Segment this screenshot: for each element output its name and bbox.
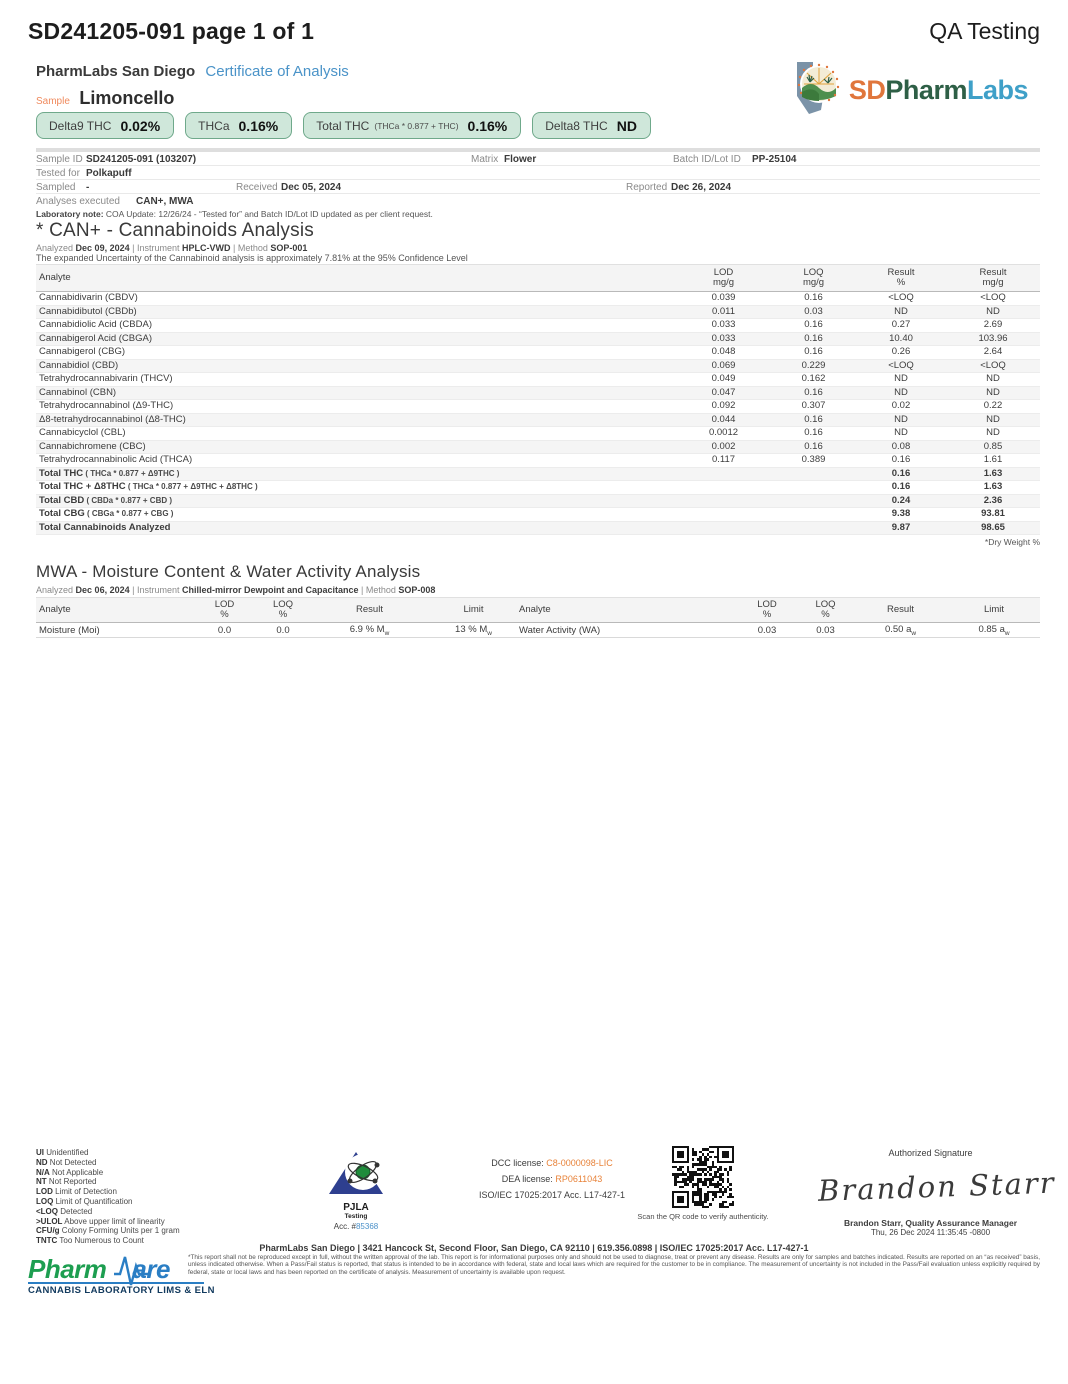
table-cell: 2.36 xyxy=(946,494,1040,508)
table-cell: <LOQ xyxy=(946,292,1040,306)
table-cell: 93.81 xyxy=(946,508,1040,522)
analyte-row xyxy=(36,386,1040,400)
table-cell: 0.117 xyxy=(676,454,771,468)
water-activity-loq: 0.03 xyxy=(798,623,853,638)
col-result: Result xyxy=(308,598,431,623)
sampled-value: - xyxy=(86,182,90,193)
report-disclaimer: *This report shall not be reproduced except in full, without the written approval of the lab. This report is for informational purposes only and should not be used to diagnose, treat or prevent any disease. Results are only for samples and batches indicated. Results are reported on an “as received” basis, unless indicated otherwise. When a Pass/Fail status is reported, that status is intended to be in accordance with federal, state and local laws which are required for the customer to be in compliance. The measurement of uncertainty is not included in the Pass/Fail evaluation unless explicitly required by federal, state or local laws and has been reported on the certificate of analysis. Measurement of uncertainty is available upon request. xyxy=(188,1254,1040,1276)
signature-block xyxy=(817,1148,1057,1237)
legend-item: LOQ Limit of Quantification xyxy=(36,1196,133,1206)
table-cell xyxy=(676,494,771,508)
water-activity-result: 0.50 $a_w$ xyxy=(853,623,948,638)
table-cell: 1.63 xyxy=(946,467,1040,481)
mwa-table-header xyxy=(36,598,1040,623)
signer-name-title: Brandon Starr, Quality Assurance Manager xyxy=(843,1218,1018,1228)
table-cell xyxy=(771,481,856,495)
table-cell: 0.16 xyxy=(771,427,856,441)
dcc-license-label: DCC license: xyxy=(491,1158,544,1168)
table-cell: 0.26 xyxy=(856,346,946,360)
col-analyte: Analyte xyxy=(36,265,676,292)
matrix-label: Matrix xyxy=(471,154,499,165)
table-cell: 0.16 xyxy=(771,386,856,400)
table-cell: 0.16 xyxy=(771,292,856,306)
abbreviation-legend xyxy=(36,1148,180,1246)
table-cell xyxy=(676,521,771,535)
legend-item: CFU/g Colony Forming Units per 1 gram xyxy=(36,1226,180,1236)
badge-total-thc: Total THC (THCa * 0.877 + THC) 0.16% xyxy=(303,112,521,139)
table-cell: 10.40 xyxy=(856,332,946,346)
analyses-label: Analyses executed xyxy=(36,196,120,207)
moisture-lod: 0.0 xyxy=(191,623,258,638)
legend-item: TNTC Too Numerous to Count xyxy=(36,1236,144,1246)
table-cell: ND xyxy=(946,373,1040,387)
col-lod: LOD % xyxy=(191,598,258,623)
table-cell: 0.22 xyxy=(946,400,1040,414)
table-cell xyxy=(771,508,856,522)
pjla-logo-icon xyxy=(325,1183,387,1200)
table-cell: Cannabichromene (CBC) xyxy=(36,440,676,454)
table-cell: 0.08 xyxy=(856,440,946,454)
received-value: Dec 05, 2024 xyxy=(281,182,342,193)
table-cell: 0.16 xyxy=(771,346,856,360)
table-cell xyxy=(676,508,771,522)
doc-type-label: Certificate of Analysis xyxy=(205,63,349,80)
legend-item: LOD Limit of Detection xyxy=(36,1187,117,1197)
table-cell: Tetrahydrocannabinolic Acid (THCA) xyxy=(36,454,676,468)
table-cell: 0.033 xyxy=(676,332,771,346)
iso-accreditation: ISO/IEC 17025:2017 Acc. L17-427-1 xyxy=(478,1190,626,1200)
dea-license-label: DEA license: xyxy=(501,1174,553,1184)
laboratory-note-label: Laboratory note: xyxy=(36,209,104,219)
cannabinoids-section-title: * CAN+ - Cannabinoids Analysis xyxy=(36,220,314,241)
sample-label: Sample xyxy=(36,96,70,107)
legend-item: UI Unidentified xyxy=(36,1148,89,1157)
table-cell: 9.87 xyxy=(856,521,946,535)
table-cell: 0.16 xyxy=(771,440,856,454)
table-cell: Cannabigerol (CBG) xyxy=(36,346,676,360)
legend-item: NT Not Reported xyxy=(36,1177,97,1187)
table-cell: Cannabicyclol (CBL) xyxy=(36,427,676,441)
table-cell: 0.162 xyxy=(771,373,856,387)
table-cell: 1.61 xyxy=(946,454,1040,468)
table-cell: Cannabinol (CBN) xyxy=(36,386,676,400)
legend-item: >ULOL Above upper limit of linearity xyxy=(36,1216,165,1226)
table-cell: Total THC + Δ8THC ( THCa * 0.877 + Δ9THC + Δ8THC ) xyxy=(36,481,676,495)
col-loq: LOQ mg/g xyxy=(771,265,856,292)
sample-id-value: SD241205-091 (103207) xyxy=(86,154,197,165)
pulse-icon xyxy=(114,1254,148,1292)
moisture-name: Moisture (Moi) xyxy=(36,623,191,638)
sampled-label: Sampled xyxy=(36,182,76,193)
moisture-result: 6.9 % $M_w$ xyxy=(308,623,431,638)
col-limit: Limit xyxy=(431,598,516,623)
analyte-row xyxy=(36,373,1040,387)
table-cell: 0.16 xyxy=(771,319,856,333)
reported-value: Dec 26, 2024 xyxy=(671,182,732,193)
pharmware-tagline: CANNABIS LABORATORY LIMS & ELN xyxy=(28,1285,215,1296)
laboratory-note-text: COA Update: 12/26/24 - “Tested for” and Batch ID/Lot ID updated as per client request. xyxy=(105,209,433,219)
received-label: Received xyxy=(236,182,278,193)
table-cell: ND xyxy=(856,427,946,441)
sample-info-row-1 xyxy=(36,152,1040,166)
sdpharmlabs-logo xyxy=(783,58,1028,123)
analyte-row xyxy=(36,332,1040,346)
mwa-table xyxy=(36,597,1040,638)
table-cell: 0.03 xyxy=(771,305,856,319)
table-cell: 0.16 xyxy=(856,481,946,495)
batch-label: Batch ID/Lot ID xyxy=(673,154,741,165)
lab-address-line: PharmLabs San Diego | 3421 Hancock St, Second Floor, San Diego, CA 92110 | 619.356.0898 | ISO/IEC 17025:2017 Acc. L17-427-1 xyxy=(259,1243,809,1253)
pharmware-logo xyxy=(28,1256,228,1296)
sample-line xyxy=(36,88,174,109)
table-cell: 0.069 xyxy=(676,359,771,373)
cannabinoid-rows xyxy=(36,292,1040,535)
table-cell: ND xyxy=(946,413,1040,427)
table-cell: 0.229 xyxy=(771,359,856,373)
table-cell: 0.048 xyxy=(676,346,771,360)
table-cell: 0.002 xyxy=(676,440,771,454)
mwa-analyzed-line: Analyzed Dec 06, 2024 | Instrument Chilled-mirror Dewpoint and Capacitance | Method SOP-008 xyxy=(36,585,436,595)
table-cell: 0.16 xyxy=(856,454,946,468)
table-cell: Total CBG ( CBGa * 0.877 + CBG ) xyxy=(36,508,676,522)
pjla-sub: Testing xyxy=(344,1213,368,1220)
col-loq: LOQ % xyxy=(258,598,308,623)
cannabinoids-table-header xyxy=(36,265,1040,292)
lab-title-line xyxy=(36,63,349,80)
sample-name: Limoncello xyxy=(79,88,175,108)
batch-value: PP-25104 xyxy=(752,154,797,165)
table-cell xyxy=(676,481,771,495)
legend-item: ND Not Detected xyxy=(36,1157,97,1167)
table-cell: 0.16 xyxy=(856,467,946,481)
analyte-row xyxy=(36,400,1040,414)
table-cell: 0.044 xyxy=(676,413,771,427)
legend-item: N/A Not Applicable xyxy=(36,1167,104,1177)
table-cell: ND xyxy=(856,373,946,387)
pjla-accreditation-number: Acc. #85368 xyxy=(333,1222,379,1231)
table-cell: Cannabidiol (CBD) xyxy=(36,359,676,373)
table-cell: ND xyxy=(946,386,1040,400)
water-activity-limit: 0.85 $a_w$ xyxy=(948,623,1040,638)
table-cell: Cannabidiolic Acid (CBDA) xyxy=(36,319,676,333)
uncertainty-note: The expanded Uncertainty of the Cannabinoid analysis is approximately 7.81% at the 95% Confidence Level xyxy=(36,253,468,263)
sdpharmlabs-logo-icon xyxy=(783,58,845,123)
qr-code xyxy=(672,1146,734,1208)
table-cell: Total THC ( THCa * 0.877 + Δ9THC ) xyxy=(36,467,676,481)
table-cell: ND xyxy=(946,427,1040,441)
total-row xyxy=(36,508,1040,522)
analyte-row xyxy=(36,454,1040,468)
total-row xyxy=(36,494,1040,508)
dcc-license-number: C8-0000098-LIC xyxy=(546,1158,613,1168)
sample-info-row-4 xyxy=(36,194,1040,208)
badge-delta9-thc: Delta9 THC 0.02% xyxy=(36,112,174,139)
table-cell: 0.0012 xyxy=(676,427,771,441)
table-cell: ND xyxy=(856,413,946,427)
analyte-row xyxy=(36,305,1040,319)
table-cell: Cannabigerol Acid (CBGA) xyxy=(36,332,676,346)
qa-testing-label: QA Testing xyxy=(929,18,1040,44)
legend-item: <LOQ Detected xyxy=(36,1206,93,1216)
analyte-row xyxy=(36,427,1040,441)
sdpharmlabs-wordmark: SDPharmLabs xyxy=(848,75,1028,105)
analyte-row xyxy=(36,440,1040,454)
table-cell: Δ8-tetrahydrocannabinol (Δ8-THC) xyxy=(36,413,676,427)
lab-name: PharmLabs San Diego xyxy=(36,63,196,80)
table-cell xyxy=(771,521,856,535)
table-cell: <LOQ xyxy=(856,359,946,373)
table-cell: 0.049 xyxy=(676,373,771,387)
table-cell: Cannabidibutol (CBDb) xyxy=(36,305,676,319)
sample-info-row-3 xyxy=(36,180,1040,194)
badge-thca: THCa 0.16% xyxy=(185,112,292,139)
col-result-2: Result xyxy=(853,598,948,623)
table-cell: <LOQ xyxy=(946,359,1040,373)
cannabinoids-table xyxy=(36,264,1040,535)
authorized-signature-label: Authorized Signature xyxy=(888,1148,973,1158)
table-cell: 0.011 xyxy=(676,305,771,319)
table-cell: 0.092 xyxy=(676,400,771,414)
table-cell: ND xyxy=(856,386,946,400)
qr-module xyxy=(732,1206,734,1208)
laboratory-note xyxy=(36,209,433,219)
sample-id-label: Sample ID xyxy=(36,154,83,165)
sample-info-row-2 xyxy=(36,166,1040,180)
table-cell: Cannabidivarin (CBDV) xyxy=(36,292,676,306)
sample-info xyxy=(36,148,1040,208)
table-cell: 2.64 xyxy=(946,346,1040,360)
cannabinoids-analyzed-line: Analyzed Dec 09, 2024 | Instrument HPLC-VWD | Method SOP-001 xyxy=(36,243,308,253)
analyses-value: CAN+, MWA xyxy=(136,196,194,207)
table-cell: 0.27 xyxy=(856,319,946,333)
col-result-mg: Result mg/g xyxy=(946,265,1040,292)
table-cell: 0.24 xyxy=(856,494,946,508)
table-cell: 2.69 xyxy=(946,319,1040,333)
table-cell: Total Cannabinoids Analyzed xyxy=(36,521,676,535)
total-row xyxy=(36,521,1040,535)
table-cell: 0.16 xyxy=(771,413,856,427)
thc-badges xyxy=(36,112,651,139)
tested-for-label: Tested for xyxy=(36,168,80,179)
matrix-value: Flower xyxy=(504,154,537,165)
table-cell: 0.16 xyxy=(771,332,856,346)
qr-caption: Scan the QR code to verify authenticity. xyxy=(637,1212,769,1221)
table-cell: 103.96 xyxy=(946,332,1040,346)
signature-timestamp: Thu, 26 Dec 2024 11:35:45 -0800 xyxy=(870,1228,991,1237)
moisture-loq: 0.0 xyxy=(258,623,308,638)
reported-label: Reported xyxy=(626,182,668,193)
table-cell: 0.047 xyxy=(676,386,771,400)
mwa-section-title: MWA - Moisture Content & Water Activity Analysis xyxy=(36,562,421,581)
col-limit-2: Limit xyxy=(948,598,1040,623)
table-cell: 0.02 xyxy=(856,400,946,414)
col-analyte-2: Analyte xyxy=(516,598,736,623)
analyte-row xyxy=(36,292,1040,306)
table-cell: 0.389 xyxy=(771,454,856,468)
analyte-row xyxy=(36,346,1040,360)
table-cell: Total CBD ( CBDa * 0.877 + CBD ) xyxy=(36,494,676,508)
col-lod: LOD mg/g xyxy=(676,265,771,292)
water-activity-name: Water Activity (WA) xyxy=(516,623,736,638)
total-row xyxy=(36,467,1040,481)
dea-license-number: RP0611043 xyxy=(555,1174,603,1184)
water-activity-lod: 0.03 xyxy=(736,623,798,638)
table-cell xyxy=(771,494,856,508)
table-cell: Tetrahydrocannabinol (Δ9-THC) xyxy=(36,400,676,414)
pjla-name: PJLA xyxy=(343,1202,369,1213)
page-title: SD241205-091 page 1 of 1 xyxy=(28,18,315,44)
col-analyte: Analyte xyxy=(36,598,191,623)
analyte-row xyxy=(36,413,1040,427)
table-cell xyxy=(676,467,771,481)
badge-delta8-thc: Delta8 THC ND xyxy=(532,112,651,139)
table-cell: 98.65 xyxy=(946,521,1040,535)
moisture-limit: 13 % $M_w$ xyxy=(431,623,516,638)
tested-for-value: Polkapuff xyxy=(86,168,132,179)
col-result-pct: Result % xyxy=(856,265,946,292)
table-cell: Tetrahydrocannabivarin (THCV) xyxy=(36,373,676,387)
table-cell: <LOQ xyxy=(856,292,946,306)
table-cell: ND xyxy=(856,305,946,319)
analyte-row xyxy=(36,359,1040,373)
table-cell: 0.85 xyxy=(946,440,1040,454)
analyte-row xyxy=(36,319,1040,333)
table-cell xyxy=(771,467,856,481)
table-cell: ND xyxy=(946,305,1040,319)
col-loq-2: LOQ % xyxy=(798,598,853,623)
dry-weight-footnote: *Dry Weight % xyxy=(984,537,1040,547)
table-cell: 1.63 xyxy=(946,481,1040,495)
mwa-row xyxy=(36,623,1040,638)
table-cell: 0.033 xyxy=(676,319,771,333)
signature: Brandon Starr xyxy=(817,1165,1057,1208)
license-block xyxy=(452,1158,652,1206)
col-lod-2: LOD % xyxy=(736,598,798,623)
table-cell: 0.039 xyxy=(676,292,771,306)
pjla-accreditation xyxy=(306,1150,406,1231)
pharmware-wordmark: Pharm are xyxy=(28,1256,228,1282)
table-cell: 0.307 xyxy=(771,400,856,414)
total-row xyxy=(36,481,1040,495)
table-cell: 9.38 xyxy=(856,508,946,522)
